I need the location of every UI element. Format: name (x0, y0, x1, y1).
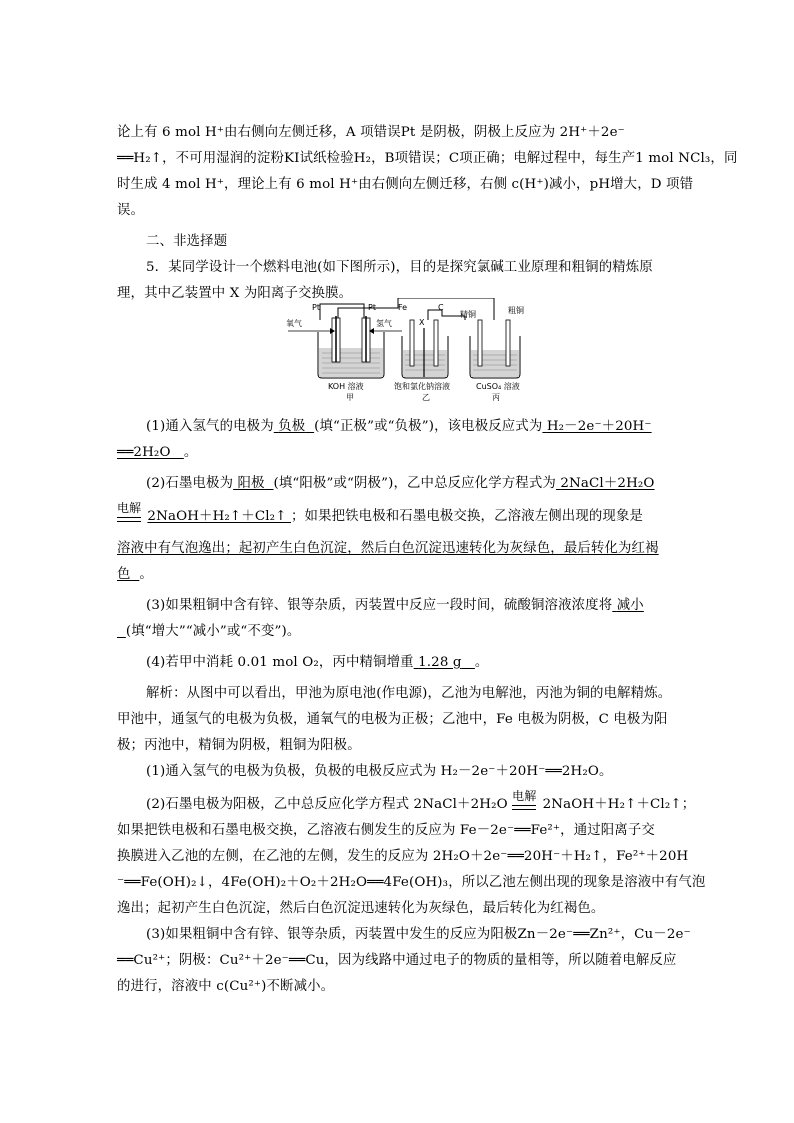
analysis-line: 逸出；起初产生白色沉淀，然后白色沉淀迅速转化为灰绿色，最后转化为红褐色。 (117, 901, 605, 916)
section-heading: 二、非选择题 (146, 234, 228, 249)
answer-blank (612, 598, 644, 613)
analysis-line: (3)如果粗铜中含有锌、银等杂质，丙装置中发生的反应为阳极Zn－2e⁻══Zn²⁺，Cu－2e⁻ (146, 927, 691, 942)
text-span: (1)通入氢气的电极为 (146, 419, 274, 434)
overlap-glyph: C (448, 151, 460, 166)
crude-copper-label: 粗铜 (508, 306, 524, 315)
analysis-line: 解析：从图中可以看出，甲池为原电池(作电源)，乙池为电解池，丙池为铜的电解精炼。 (146, 686, 672, 701)
analysis-line: 如果把铁电极和石墨电极交换，乙溶液右侧发生的反应为 Fe－2e⁻══Fe²⁺，通过阳离子交 (117, 823, 655, 838)
electrolysis-condition (117, 501, 143, 526)
text-span: (填“阳极”或“阴极”)，乙中总反应化学方程式为 (273, 476, 556, 491)
text-span: (2)石墨电极为阳极，乙中总反应化学方程式 2NaCl＋2H₂O (146, 797, 508, 812)
question-3-line (146, 597, 706, 615)
koh-solution-label: KOH 溶液 (328, 382, 364, 391)
cell-yi-label: 乙 (422, 393, 430, 402)
answer-blank (233, 476, 273, 491)
answer-text: 负极 (278, 419, 306, 434)
answer-text: 1.28 g (418, 655, 462, 670)
text-span: (4)若甲中消耗 0.01 mol O₂，丙中精铜增重 (146, 655, 414, 670)
c-label: C (438, 303, 444, 312)
refined-copper-label: 精铜 (460, 310, 476, 319)
answer-text: 2NaCl＋2H₂O (560, 476, 655, 491)
analysis-line: ══Cu²⁺；阴极：Cu²⁺＋2e⁻══Cu，因为线路中通过电子的物质的量相等，所以随着电解反应 (117, 953, 677, 968)
answer-blank (274, 419, 314, 434)
oxygen-label: 氧气 (286, 319, 302, 328)
answer-blank (414, 655, 475, 670)
fe-label: Fe (398, 303, 408, 312)
question-2-line (117, 566, 677, 584)
answer-text: H₂－2e⁻＋20H⁻ (546, 419, 652, 434)
analysis-line: (1)通入氢气的电极为负极，负极的电极反应式为 H₂－2e⁻＋20H⁻══2H₂O。 (146, 764, 613, 779)
question-2-line (117, 540, 677, 558)
answer-blank (117, 445, 184, 460)
answer-text: ══2H₂O (117, 445, 171, 460)
text-line: 误。 (117, 203, 145, 218)
nacl-solution-label: 饱和氯化钠溶液 (394, 382, 450, 391)
membrane-x-label: X (419, 318, 425, 327)
analysis-line: 甲池中，通氢气的电极为负极，通氧气的电极为正极；乙池中，Fe 电极为阴极，C 电极为阳 (117, 712, 668, 727)
answer-blank: 溶液中有气泡逸出；起初产生白色沉淀，然后白色沉淀迅速转化为灰绿色，最后转化为红褐 (117, 541, 659, 556)
text-span: (填“正极”或“负极”)，该电极反应式为 (314, 419, 543, 434)
analysis-line: 极；丙池中，精铜为阴极，粗铜为阳极。 (117, 738, 361, 753)
electrolysis-condition (512, 789, 538, 814)
text-span: 。 (474, 655, 489, 670)
pt-label-2: Pt (368, 303, 376, 312)
text-span: 2NaOH＋H₂↑＋Cl₂↑； (542, 797, 696, 812)
analysis-line: ⁻══Fe(OH)₂↓，4Fe(OH)₂＋O₂＋2H₂O══4Fe(OH)₃，所以乙池左侧出现的现象是溶液中有气泡 (117, 875, 706, 890)
question-1-line (146, 418, 706, 436)
cell-jia-label: 甲 (346, 393, 354, 402)
answer-text: 2NaOH＋H₂↑＋Cl₂↑ (147, 509, 287, 524)
answer-text: 色 (117, 567, 131, 582)
question-2-line (146, 475, 706, 493)
text-span: ══H₂↑，不可用湿润的淀粉KI试纸检验H₂，B项错误； (117, 151, 449, 166)
answer-blank (117, 624, 126, 639)
cuso4-solution-label: CuSO₄ 溶液 (476, 382, 520, 391)
question-4-line (146, 654, 706, 672)
analysis-line: 的进行，溶液中 c(Cu²⁺)不断减小。 (117, 979, 335, 994)
question-5-line: 5．某同学设计一个燃料电池(如下图所示)，目的是探究氯碱工业原理和粗铜的精炼原 (146, 260, 653, 275)
hydrogen-label: 氢气 (376, 319, 392, 328)
answer-blank (147, 509, 291, 524)
text-span: ；如果把铁电极和石墨电极交换，乙溶液左侧出现的现象是 (290, 509, 644, 524)
answer-blank (556, 476, 655, 491)
analysis-line: 换膜进入乙池的左侧，在乙池的左侧，发生的反应为 2H₂O＋2e⁻══20H⁻＋H₂↑，Fe²⁺＋20H (117, 849, 689, 864)
answer-text: 减小 (616, 598, 644, 613)
text-line: 时生成 4 mol H⁺，理论上有 6 mol H⁺由右侧向左侧迁移，右侧 c(H⁺)减小，pH增大，D 项错 (117, 177, 694, 192)
text-span: 。 (183, 445, 198, 460)
text-span: (填“增大”“减小”或“不变”)。 (125, 624, 301, 639)
text-line (117, 150, 738, 168)
question-3-line (117, 623, 677, 641)
text-span: (3)如果粗铜中含有锌、银等杂质，丙装置中反应一段时间，硫酸铜溶液浓度将 (146, 598, 613, 613)
text-line: 论上有 6 mol H⁺由右侧向左侧迁移，A 项错误Pt 是阴极，阴极上反应为 2H⁺＋2e⁻ (117, 125, 625, 140)
cell-bing-label: 丙 (492, 393, 500, 402)
text-span: 。 (139, 567, 153, 582)
answer-blank (117, 567, 139, 582)
electrolysis-apparatus-diagram (282, 298, 536, 402)
analysis-line (146, 789, 706, 814)
pt-label-1: Pt (312, 303, 320, 312)
condition-text: 电解 (512, 789, 537, 803)
condition-text: 电解 (117, 501, 142, 515)
question-5-line: 理，其中乙装置中 X 为阳离子交换膜。 (117, 286, 353, 301)
question-2-line (117, 501, 677, 526)
text-span: 项正确；电解过程中，每生产1 mol NCl₃，同 (459, 151, 738, 166)
answer-text: 阳极 (237, 476, 265, 491)
answer-blank (542, 419, 651, 434)
text-span: (2)石墨电极为 (146, 476, 234, 491)
question-1-line (117, 444, 677, 462)
